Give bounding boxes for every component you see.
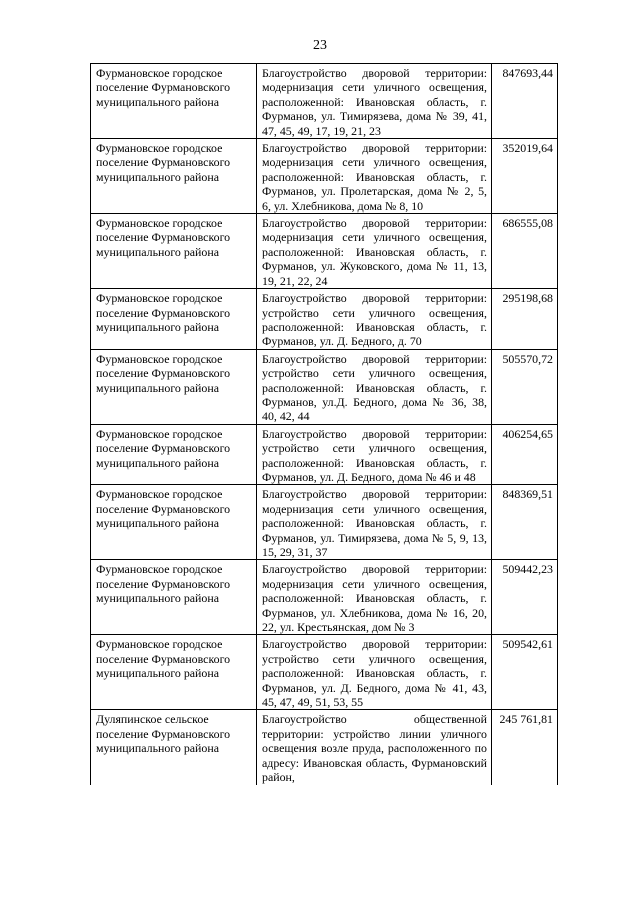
- organization-cell: Фурмановское городское поселение Фурмановского муниципального района: [91, 485, 257, 560]
- table-row: [91, 349, 558, 424]
- amount-cell: 686555,08: [492, 214, 558, 289]
- organization-cell: Фурмановское городское поселение Фурмановского муниципального района: [91, 349, 257, 424]
- organization-cell: Фурмановское городское поселение Фурмановского муниципального района: [91, 64, 257, 139]
- amount-cell: 509542,61: [492, 635, 558, 710]
- table-row: [91, 289, 558, 350]
- table-row: [91, 560, 558, 635]
- amount-cell: 406254,65: [492, 424, 558, 485]
- description-cell: Благоустройство дворовой территории: модернизация сети уличного освещения, расположенной: Ивановская область, г. Фурманов, ул. Жуковского, дома № 11, 13, 19, 21, 22, 24: [257, 214, 492, 289]
- records-table: [90, 63, 558, 785]
- organization-cell: Фурмановское городское поселение Фурмановского муниципального района: [91, 289, 257, 350]
- organization-cell: Дуляпинское сельское поселение Фурмановского муниципального района: [91, 710, 257, 785]
- description-cell: Благоустройство дворовой территории: устройство сети уличного освещения, расположенной: Ивановская область, г. Фурманов, ул. Д. Бедного, дома № 41, 43, 45, 47, 49, 51, 53, 55: [257, 635, 492, 710]
- description-cell: Благоустройство дворовой территории: модернизация сети уличного освещения, расположенной: Ивановская область, г. Фурманов, ул. Тимирязева, дома № 5, 9, 13, 15, 29, 31, 37: [257, 485, 492, 560]
- organization-cell: Фурмановское городское поселение Фурмановского муниципального района: [91, 214, 257, 289]
- table-row: [91, 635, 558, 710]
- description-cell: Благоустройство дворовой территории: модернизация сети уличного освещения, расположенной: Ивановская область, г. Фурманов, ул. Пролетарская, дома № 2, 5, 6, ул. Хлебникова, дома № 8, 10: [257, 139, 492, 214]
- amount-cell: 245 761,81: [492, 710, 558, 785]
- table-row: [91, 214, 558, 289]
- table-row: [91, 64, 558, 139]
- description-cell: Благоустройство дворовой территории: устройство сети уличного освещения, расположенной: Ивановская область, г. Фурманов, ул. Д. Бедного, дома № 46 и 48: [257, 424, 492, 485]
- organization-cell: Фурмановское городское поселение Фурмановского муниципального района: [91, 139, 257, 214]
- description-cell: Благоустройство дворовой территории: устройство сети уличного освещения, расположенной: Ивановская область, г. Фурманов, ул.Д. Бедного, дома № 36, 38, 40, 42, 44: [257, 349, 492, 424]
- amount-cell: 352019,64: [492, 139, 558, 214]
- description-cell: Благоустройство общественной территории: устройство линии уличного освещения возле пруда, расположенного по адресу: Ивановская область, Фурмановский район,: [257, 710, 492, 785]
- description-cell: Благоустройство дворовой территории: устройство сети уличного освещения, расположенной: Ивановская область, г. Фурманов, ул. Д. Бедного, д. 70: [257, 289, 492, 350]
- description-cell: Благоустройство дворовой территории: модернизация сети уличного освещения, расположенной: Ивановская область, г. Фурманов, ул. Тимирязева, дома № 39, 41, 47, 45, 49, 17, 19, 21, 23: [257, 64, 492, 139]
- description-cell: Благоустройство дворовой территории: модернизация сети уличного освещения, расположенной: Ивановская область, г. Фурманов, ул. Хлебникова, дома № 16, 20, 22, ул. Крестьянская, дом № 3: [257, 560, 492, 635]
- amount-cell: 295198,68: [492, 289, 558, 350]
- amount-cell: 505570,72: [492, 349, 558, 424]
- amount-cell: 509442,23: [492, 560, 558, 635]
- amount-cell: 847693,44: [492, 64, 558, 139]
- page-number: 23: [313, 38, 327, 53]
- table-row: [91, 424, 558, 485]
- table-row: [91, 139, 558, 214]
- table-row: [91, 710, 558, 785]
- amount-cell: 848369,51: [492, 485, 558, 560]
- organization-cell: Фурмановское городское поселение Фурмановского муниципального района: [91, 560, 257, 635]
- table-row: [91, 485, 558, 560]
- organization-cell: Фурмановское городское поселение Фурмановского муниципального района: [91, 424, 257, 485]
- organization-cell: Фурмановское городское поселение Фурмановского муниципального района: [91, 635, 257, 710]
